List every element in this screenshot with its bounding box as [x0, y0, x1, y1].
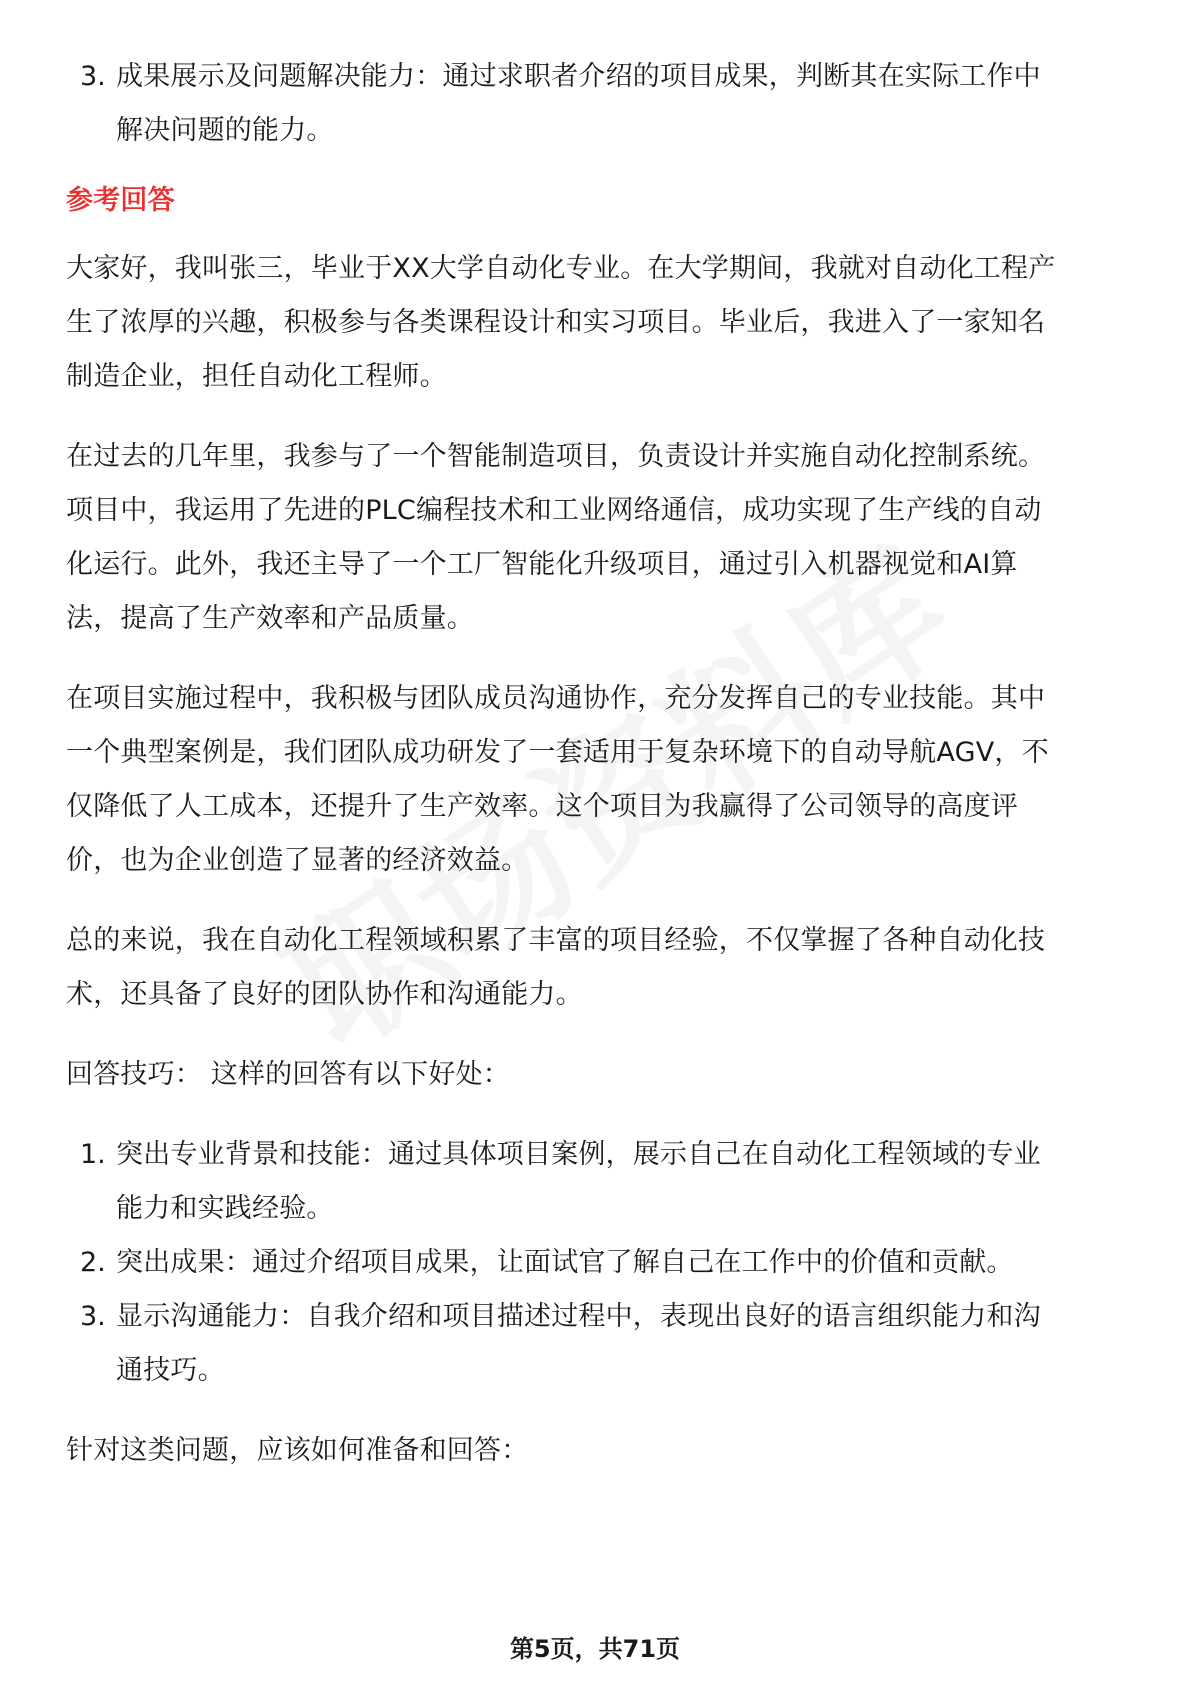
paragraph-line: 在过去的几年里，我参与了一个智能制造项目，负责设计并实施自动化控制系统。	[66, 441, 1046, 472]
list-item-line: 突出成果：通过介绍项目成果，让面试官了解自己在工作中的价值和贡献。	[116, 1247, 1014, 1278]
list-item-number: 3.	[80, 61, 106, 92]
paragraph-line: 在项目实施过程中，我积极与团队成员沟通协作，充分发挥自己的专业技能。其中	[66, 683, 1046, 714]
page-number-footer: 第5页，共71页	[509, 1635, 681, 1663]
paragraph-line: 价，也为企业创造了显著的经济效益。	[66, 845, 529, 876]
list-item-number: 1.	[80, 1139, 106, 1170]
list-item-line: 解决问题的能力。	[116, 115, 334, 146]
paragraph-line: 化运行。此外，我还主导了一个工厂智能化升级项目，通过引入机器视觉和AI算	[66, 549, 1018, 580]
list-item-number: 2.	[80, 1247, 106, 1278]
paragraph-line: 仅降低了人工成本，还提升了生产效率。这个项目为我赢得了公司领导的高度评	[66, 791, 1018, 822]
list-item-line: 显示沟通能力：自我介绍和项目描述过程中，表现出良好的语言组织能力和沟	[116, 1301, 1041, 1332]
paragraph-line: 一个典型案例是，我们团队成功研发了一套适用于复杂环境下的自动导航AGV，不	[66, 737, 1049, 768]
tips-intro: 回答技巧： 这样的回答有以下好处：	[66, 1059, 510, 1090]
list-item-line: 成果展示及问题解决能力：通过求职者介绍的项目成果，判断其在实际工作中	[116, 61, 1041, 92]
paragraph-line: 生了浓厚的兴趣，积极参与各类课程设计和实习项目。毕业后，我进入了一家知名	[66, 307, 1046, 338]
paragraph-line: 总的来说，我在自动化工程领域积累了丰富的项目经验，不仅掌握了各种自动化技	[66, 925, 1046, 956]
list-item-line: 通技巧。	[116, 1355, 225, 1386]
closing-line: 针对这类问题，应该如何准备和回答：	[66, 1435, 529, 1466]
paragraph-line: 术，还具备了良好的团队协作和沟通能力。	[66, 979, 583, 1010]
section-heading: 参考回答	[66, 185, 175, 216]
paragraph-line: 制造企业，担任自动化工程师。	[66, 361, 447, 392]
list-item-line: 突出专业背景和技能：通过具体项目案例，展示自己在自动化工程领域的专业	[116, 1139, 1041, 1170]
list-item-number: 3.	[80, 1301, 106, 1332]
paragraph-line: 大家好，我叫张三，毕业于XX大学自动化专业。在大学期间，我就对自动化工程产	[66, 253, 1056, 284]
paragraph-line: 法，提高了生产效率和产品质量。	[66, 603, 474, 634]
list-item-line: 能力和实践经验。	[116, 1193, 334, 1224]
paragraph-line: 项目中，我运用了先进的PLC编程技术和工业网络通信，成功实现了生产线的自动	[66, 495, 1042, 526]
